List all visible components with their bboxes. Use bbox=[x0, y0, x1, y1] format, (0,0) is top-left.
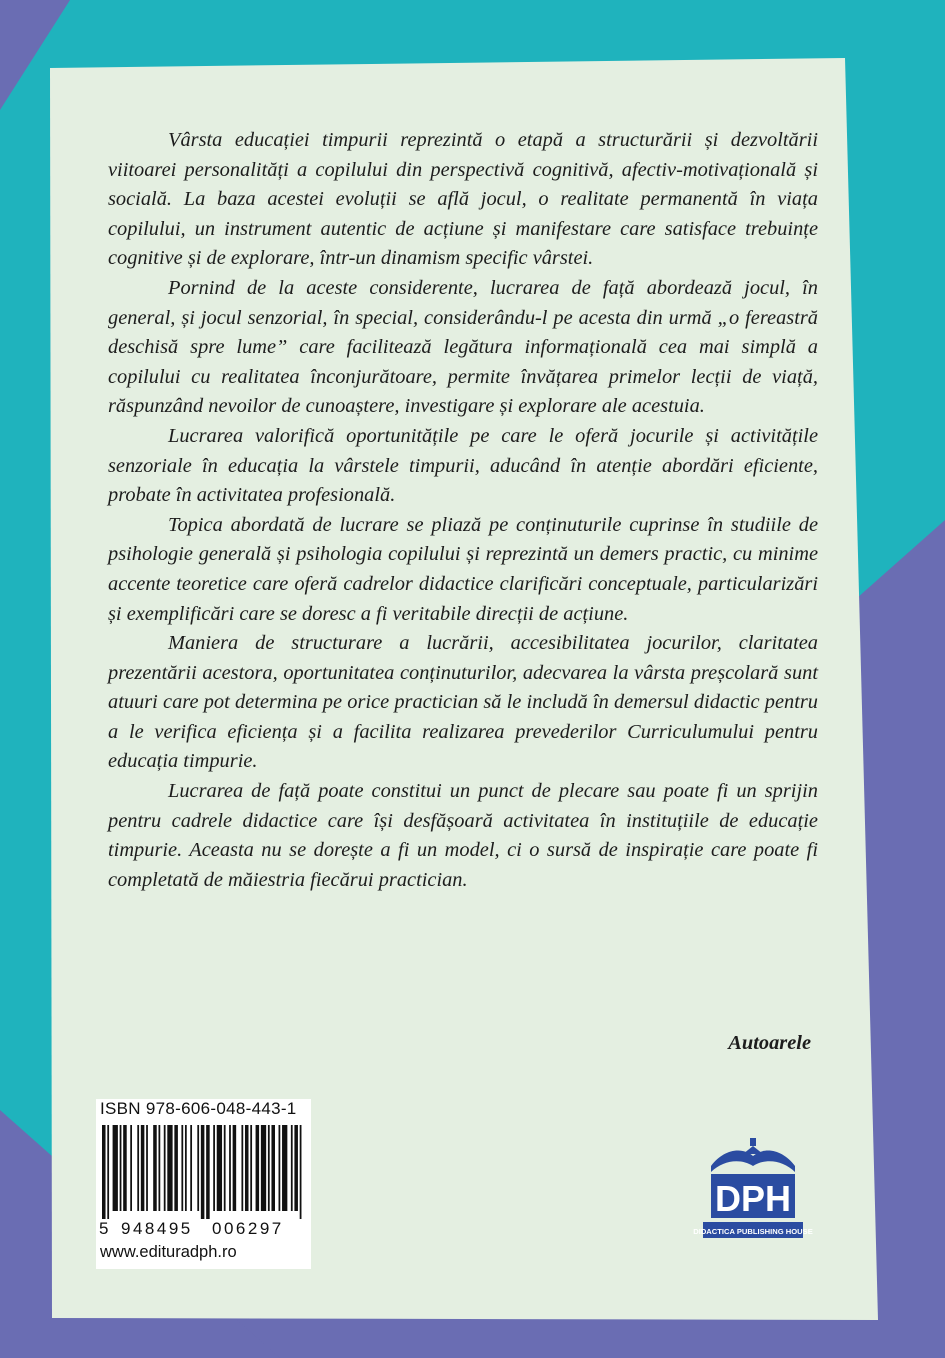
barcode-bar bbox=[229, 1125, 231, 1211]
paragraph-4: Topica abordată de lucrare se pliază pe conținuturile cuprinse în studiile de psihologie generală și psihologia copilului și reprezintă un demers practic, cu minime accente teoretice care oferă cadrelor didactice clarificări conceptuale, particularizări și exemplificări care se doresc a fi veritabile direcții de acțiune. bbox=[108, 513, 818, 625]
barcode-bar bbox=[120, 1125, 122, 1211]
dph-logo bbox=[693, 1132, 813, 1244]
isbn-label: ISBN 978-606-048-443-1 bbox=[100, 1099, 297, 1118]
barcode-bar bbox=[206, 1125, 210, 1219]
barcode-bar bbox=[107, 1125, 109, 1219]
paragraph-3: Lucrarea valorifică oportunitățile pe care le oferă jocurile și activitățile senzoriale în educația la vârstele timpurii, aducând în atenție abordări eficiente, probate în activitatea profesională. bbox=[108, 424, 818, 507]
barcode-bar bbox=[141, 1125, 145, 1211]
barcode-bar bbox=[197, 1125, 199, 1211]
barcode-bar bbox=[245, 1125, 249, 1211]
barcode-bar bbox=[279, 1125, 281, 1211]
logo-publisher-name: DIDACTICA PUBLISHING HOUSE bbox=[693, 1227, 813, 1236]
barcode-bar bbox=[158, 1125, 160, 1211]
barcode-bar bbox=[201, 1125, 205, 1219]
barcode-bar bbox=[123, 1125, 127, 1211]
book-top-mark bbox=[750, 1138, 756, 1146]
barcode-bar bbox=[250, 1125, 252, 1211]
barcode-bar bbox=[213, 1125, 215, 1211]
ean-first-digit: 5 bbox=[99, 1219, 109, 1238]
barcode-bar bbox=[294, 1125, 298, 1211]
barcode-bar bbox=[185, 1125, 187, 1211]
barcode-bar bbox=[130, 1125, 132, 1211]
barcode-bar bbox=[164, 1125, 166, 1211]
back-cover-text bbox=[108, 126, 818, 895]
barcode-bar bbox=[282, 1125, 287, 1211]
barcode-bar bbox=[153, 1125, 157, 1211]
publisher-website: www.edituradph.ro bbox=[100, 1243, 237, 1261]
barcode-bar bbox=[181, 1125, 183, 1211]
barcode-bar bbox=[261, 1125, 266, 1211]
barcode-bar bbox=[174, 1125, 178, 1211]
barcode-bar bbox=[256, 1125, 260, 1211]
paragraph-6: Lucrarea de față poate constitui un punct de plecare sau poate fi un sprijin pentru cadrele didactice care își desfășoară activitatea în instituțiile de educație timpurie. Aceasta nu se dorește a fi un model, ci o sursă de inspirație care poate fi completată de măiestria fiecărui practician. bbox=[108, 780, 818, 891]
barcode-bar bbox=[268, 1125, 270, 1211]
barcode-bar bbox=[233, 1125, 237, 1211]
barcode-bar bbox=[146, 1125, 148, 1211]
signature-authors: Autoarele bbox=[728, 1032, 811, 1054]
logo-mark: DPH bbox=[714, 1178, 792, 1219]
barcode-bar bbox=[190, 1125, 192, 1211]
paragraph-5: Maniera de structurare a lucrării, accesibilitatea jocurilor, claritatea prezentării acestora, oportunitatea conținuturilor, adecvarea la vârsta preșcolară sunt atuuri care pot determina pe orice practician să le includă în demersul didactic pentru a le verifica eficiența și a facilita realizarea prevederilor Curriculumului pentru educația timpurie. bbox=[108, 632, 818, 773]
barcode-bar bbox=[102, 1125, 106, 1219]
barcode-bar bbox=[291, 1125, 293, 1211]
barcode-bar bbox=[137, 1125, 139, 1211]
paragraph-1: Vârsta educației timpurii reprezintă o etapă a structurării și dezvoltării viitoarei personalități a copilului din perspectivă cognitivă, afectiv-motivațională și socială. La baza acestei evoluții se află jocul, o realitate permanentă în viața copilului, un instrument autentic de acțiune și manifestare care satisface trebuințe cognitive și de explorare, într-un dinamism specific vârstei. bbox=[108, 129, 818, 270]
isbn-barcode-box bbox=[96, 1099, 311, 1269]
ean-right-digits: 006297 bbox=[212, 1219, 284, 1238]
barcode-icon bbox=[102, 1125, 305, 1219]
paragraph-2: Pornind de la aceste considerente, lucrarea de față abordează jocul, în general, și jocul senzorial, în special, considerându-l pe acesta din urmă „o fereastră deschisă spre lume” care facilitează legătura informațională cea mai simplă a copilului cu realitatea înconjurătoare, permite învățarea primelor lecții de viață, răspunzând nevoilor de cunoaștere, investigare și explorare ale acestuia. bbox=[108, 276, 818, 418]
barcode-bar bbox=[300, 1125, 302, 1219]
barcode-bar bbox=[224, 1125, 226, 1211]
barcode-bar bbox=[271, 1125, 275, 1211]
barcode-bar bbox=[217, 1125, 222, 1211]
barcode-bar bbox=[167, 1125, 172, 1211]
barcode-bar bbox=[113, 1125, 118, 1211]
ean-left-digits: 948495 bbox=[121, 1219, 193, 1238]
barcode-bar bbox=[241, 1125, 243, 1211]
